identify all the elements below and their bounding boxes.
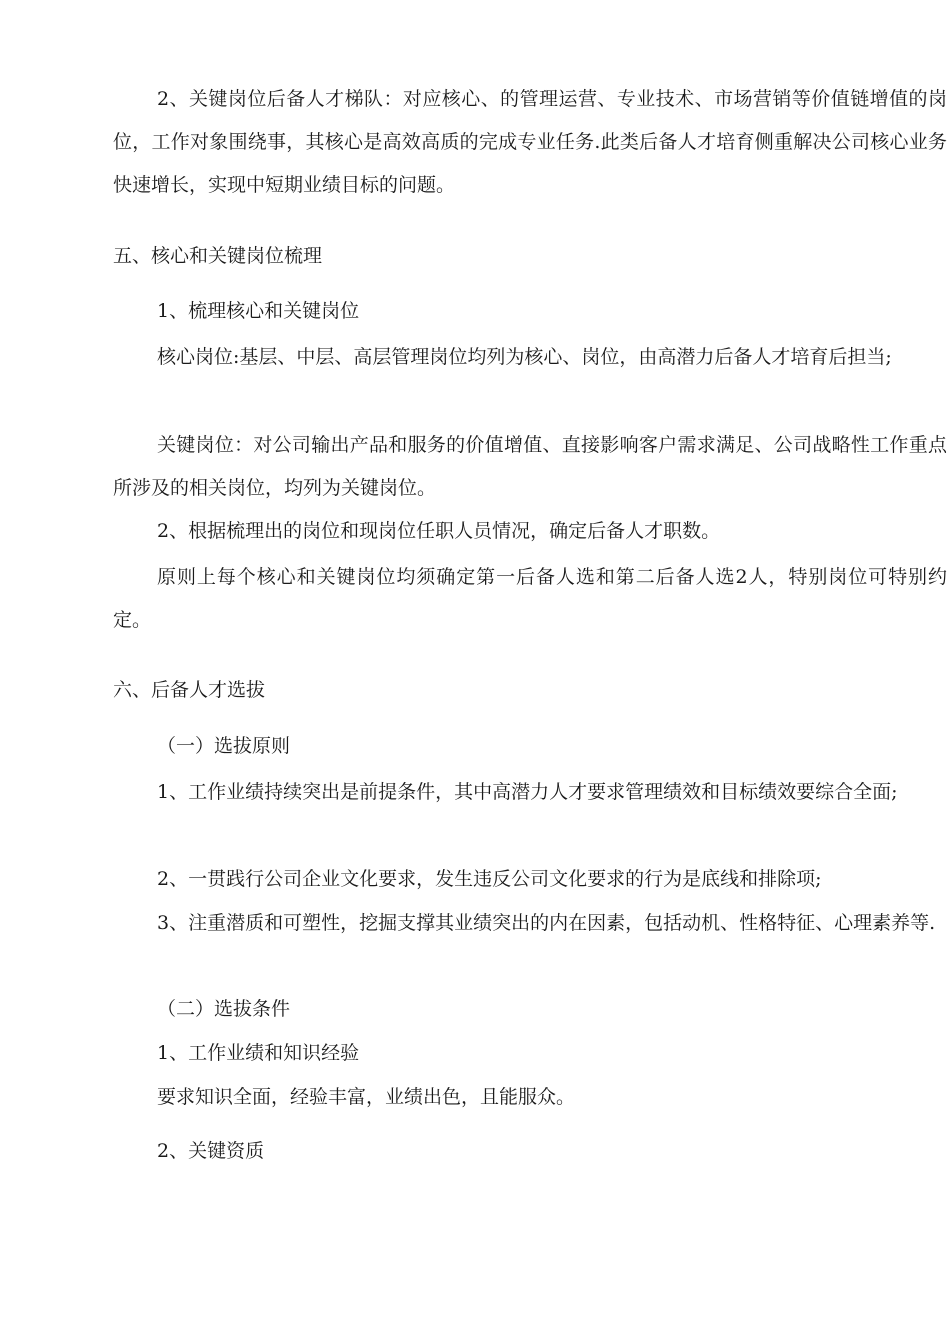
subsection-6-selection-principles: （一）选拔原则 [157,735,291,757]
paragraph-principle-3: 3、注重潜质和可塑性，挖掘支撑其业绩突出的内在因素，包括动机、性格特征、心理素养等. [157,912,936,934]
subsection-5-2: 2、根据梳理出的岗位和现岗位任职人员情况，确定后备人才职数。 [157,520,721,542]
paragraph-principle-2: 2、一贯践行公司企业文化要求，发生违反公司文化要求的行为是底线和排除项; [157,868,822,890]
section-heading-6: 六、后备人才选拔 [113,679,266,701]
paragraph-key-position-talent: 2、关键岗位后备人才梯队：对应核心、的管理运营、专业技术、市场营销等价值链增值的岗位，工作对象围绕事，其核心是高效高质的完成专业任务.此类后备人才培育侧重解决公司核心业务快速增长，实现中短期业绩目标的问题。 [113,88,947,196]
section-heading-5: 五、核心和关键岗位梳理 [113,245,323,267]
paragraph-core-positions: 核心岗位:基层、中层、高层管理岗位均列为核心、岗位，由高潜力后备人才培育后担当; [157,346,892,368]
subsection-6-selection-conditions: （二）选拔条件 [157,998,291,1020]
paragraph-principle: 原则上每个核心和关键岗位均须确定第一后备人选和第二后备人选2人，特别岗位可特别约定。 [113,566,947,631]
subsection-6-condition-1: 1、工作业绩和知识经验 [157,1042,360,1064]
subsection-6-condition-2: 2、关键资质 [157,1140,265,1162]
paragraph-condition-1-detail: 要求知识全面，经验丰富，业绩出色，且能服众。 [157,1086,576,1108]
paragraph-key-positions: 关键岗位：对公司输出产品和服务的价值增值、直接影响客户需求满足、公司战略性工作重点所涉及的相关岗位，均列为关键岗位。 [113,434,947,499]
paragraph-principle-1: 1、工作业绩持续突出是前提条件，其中高潜力人才要求管理绩效和目标绩效要综合全面; [157,781,898,803]
subsection-5-1: 1、梳理核心和关键岗位 [157,300,360,322]
